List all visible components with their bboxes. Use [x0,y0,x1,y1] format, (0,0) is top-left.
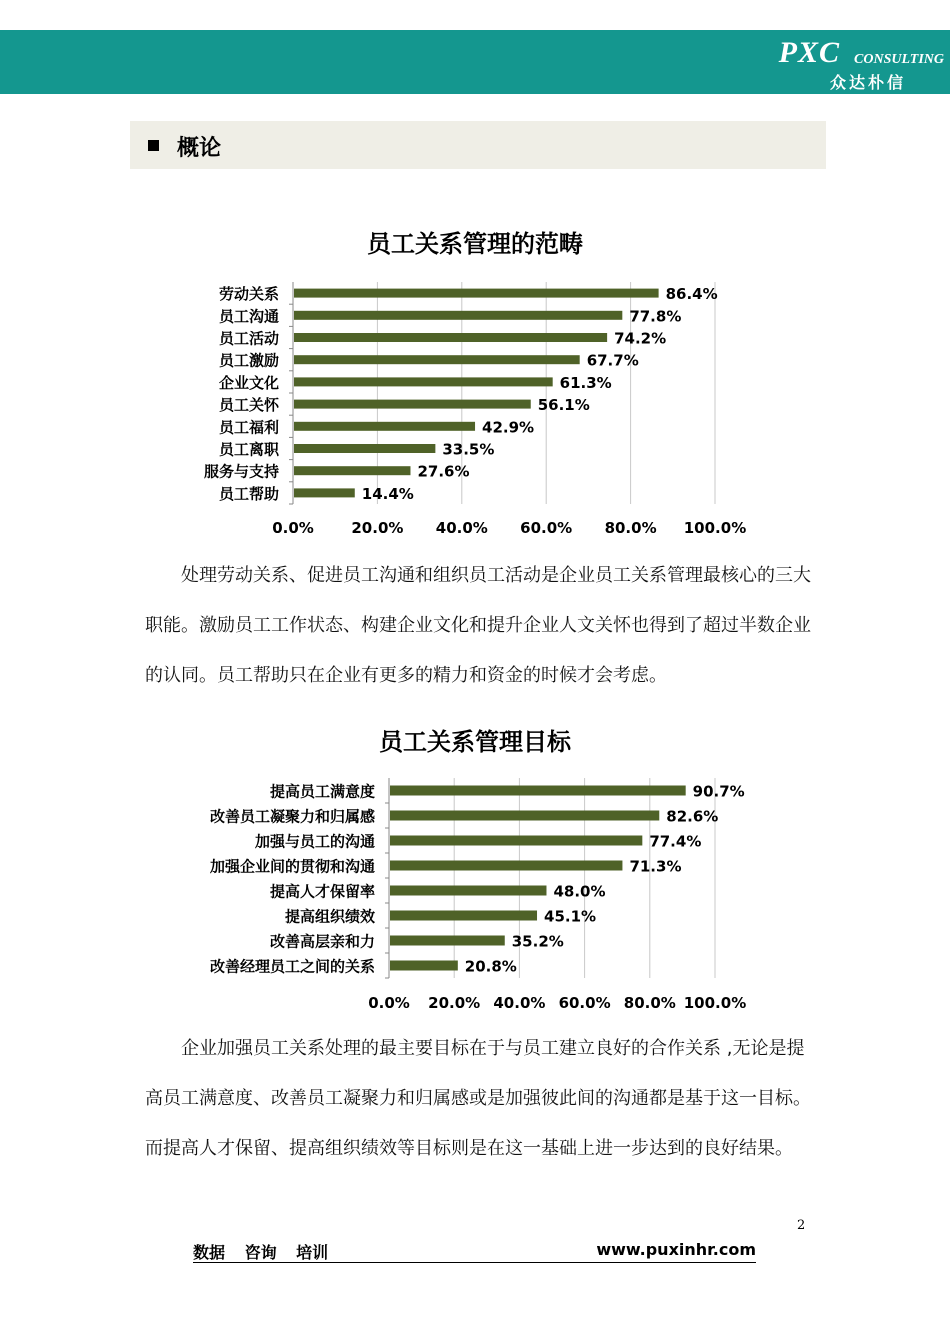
chart2-x-tick-label: 100.0% [683,994,747,1012]
chart1-x-tick-label: 100.0% [683,519,747,537]
chart1-bar [294,377,553,386]
section-title: 概论 [177,136,222,161]
chart2-category-label: 加强企业间的贯彻和沟通 [209,857,375,876]
chart2-category-label: 提高人才保留率 [269,882,375,901]
section-header [130,121,826,169]
chart1-bar [294,444,435,453]
chart1-value-label: 77.8% [629,307,682,326]
chart1-value-label: 56.1% [537,396,590,415]
chart2-value-label: 71.3% [629,857,682,876]
chart2-bar [390,811,659,821]
chart1-bar [294,488,355,497]
chart2-value-label: 90.7% [692,782,745,801]
chart1-title: 员工关系管理的范畴 [367,230,583,258]
chart2-x-tick-label: 60.0% [558,994,611,1012]
chart1-bar [294,333,607,342]
company-logo [754,36,944,90]
logo-chinese-text: 众达朴信 [829,73,906,92]
chart2-x-tick-label: 0.0% [368,994,410,1012]
chart1-category-label: 员工沟通 [218,307,279,326]
chart1-category-label: 服务与支持 [203,462,279,481]
paragraph-2 [145,1024,815,1174]
chart2-category-label: 加强与员工的沟通 [254,832,375,851]
chart2-bar [390,911,537,921]
chart1-bar [294,466,410,475]
header-bar [0,30,950,94]
paragraph-1 [145,551,815,701]
footer-services: 数据 咨询 培训 [193,1243,329,1262]
chart2-bar [390,861,622,871]
chart1-category-label: 员工激励 [218,351,279,370]
chart-scope [0,270,950,545]
chart1-category-label: 员工福利 [218,418,279,437]
chart2-bar [390,886,546,896]
chart1-bar [294,311,622,320]
chart1-value-label: 33.5% [442,440,495,459]
chart1-x-tick-label: 40.0% [435,519,488,537]
chart1-category-label: 员工活动 [218,329,279,348]
paragraph-2-text: 企业加强员工关系处理的最主要目标在于与员工建立良好的合作关系 ,无论是提高员工满意度、改善员工凝聚力和归属感或是加强彼此间的沟通都是基于这一目标。而提高人才保留、提高组织绩效等目标则是在这一基础上进一步达到的良好结果。 [145,1038,811,1159]
logo-sub-text: CONSULTING [854,52,944,67]
chart1-value-label: 86.4% [665,285,718,304]
chart1-category-label: 员工离职 [218,440,279,459]
logo-main-text: PXC [778,36,840,69]
page-number: 2 [797,1218,806,1233]
chart2-bar [390,936,505,946]
chart2-category-label: 提高组织绩效 [284,907,375,926]
chart1-category-label: 员工关怀 [218,396,279,415]
chart1-value-label: 42.9% [482,418,535,437]
chart2-value-label: 82.6% [666,807,719,826]
chart2-value-label: 20.8% [464,957,517,976]
chart1-bar [294,422,475,431]
chart2-category-label: 改善员工凝聚力和归属感 [209,807,375,826]
chart1-bar [294,355,580,364]
chart1-bar [294,289,659,298]
chart1-value-label: 61.3% [559,373,612,392]
chart1-x-tick-label: 60.0% [520,519,573,537]
chart2-category-label: 改善经理员工之间的关系 [209,957,375,976]
paragraph-1-text: 处理劳动关系、促进员工沟通和组织员工活动是企业员工关系管理最核心的三大职能。激励员工工作状态、构建企业文化和提升企业人文关怀也得到了超过半数企业的认同。员工帮助只在企业有更多的精力和资金的时候才会考虑。 [145,565,811,686]
chart1-value-label: 74.2% [614,329,667,348]
chart2-value-label: 48.0% [553,882,606,901]
chart2-value-label: 77.4% [649,832,702,851]
square-bullet-icon [148,140,159,151]
chart1-category-label: 员工帮助 [218,484,279,503]
chart1-category-label: 企业文化 [218,373,279,392]
chart2-x-tick-label: 20.0% [428,994,481,1012]
chart2-bar [390,836,642,846]
chart2-category-label: 提高员工满意度 [269,782,375,801]
chart1-x-tick-label: 0.0% [272,519,314,537]
chart2-category-label: 改善高层亲和力 [269,932,375,951]
chart-goals [0,770,950,1015]
chart1-category-label: 劳动关系 [218,285,279,304]
chart2-x-tick-label: 80.0% [623,994,676,1012]
chart2-title: 员工关系管理目标 [379,728,571,756]
chart1-bar [294,400,531,409]
chart2-bar [390,961,458,971]
chart1-x-tick-label: 20.0% [351,519,404,537]
chart2-x-tick-label: 40.0% [493,994,546,1012]
chart1-value-label: 14.4% [361,484,414,503]
chart1-x-tick-label: 80.0% [604,519,657,537]
chart2-bar [390,786,686,796]
footer [193,1238,756,1263]
chart2-value-label: 35.2% [511,932,564,951]
chart1-value-label: 27.6% [417,462,470,481]
chart2-value-label: 45.1% [544,907,597,926]
chart1-value-label: 67.7% [586,351,639,370]
footer-website-link[interactable]: www.puxinhr.com [596,1240,756,1259]
